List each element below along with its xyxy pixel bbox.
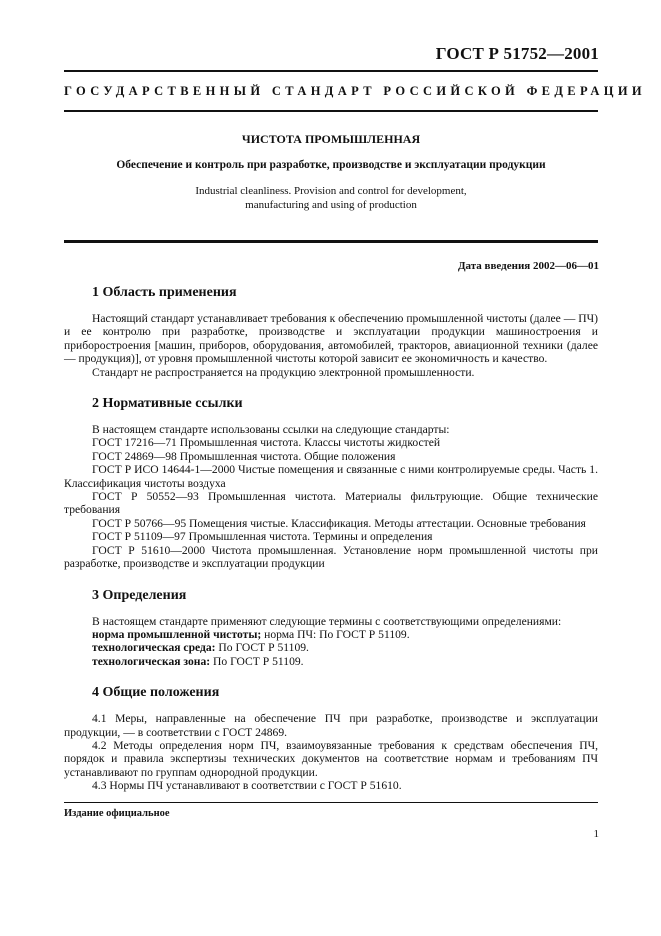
reference-item: ГОСТ 24869—98 Промышленная чистота. Общие положения: [92, 449, 396, 463]
header-divider: [64, 70, 598, 72]
definition-item: [64, 641, 598, 654]
document-title: ЧИСТОТА ПРОМЫШЛЕННАЯ: [241, 132, 421, 146]
reference-item: ГОСТ Р 51610—2000 Чистота промышленная. Установление норм промышленной чистоты при разработке, производстве и эксплуатации продукции: [64, 543, 598, 571]
introduction-date: Дата введения 2002—06—01: [457, 260, 599, 272]
reference-item: ГОСТ Р 51109—97 Промышленная чистота. Термины и определения: [92, 530, 433, 544]
section-heading-general: 4 Общие положения: [92, 685, 220, 701]
definition-item: [64, 628, 598, 641]
organization-title: ГОСУДАРСТВЕННЫЙ СТАНДАРТ РОССИЙСКОЙ ФЕДЕРАЦИИ: [64, 84, 646, 98]
definition-term: технологическая зона:: [92, 654, 211, 668]
document-body: [64, 284, 598, 793]
title-divider: [64, 240, 598, 243]
section-heading-scope: 1 Область применения: [92, 285, 237, 300]
english-title-line-1: Industrial cleanliness. Provision and control for development,: [195, 185, 467, 197]
reference-item: ГОСТ 17216—71 Промышленная чистота. Классы чистоты жидкостей: [92, 436, 441, 450]
paragraph: В настоящем стандарте применяют следующие термины с соответствующими определениями:: [92, 614, 562, 628]
footer-divider: [64, 802, 598, 803]
paragraph: 4.3 Нормы ПЧ устанавливают в соответствии с ГОСТ Р 51610.: [92, 779, 402, 793]
definition-item: [64, 655, 598, 668]
definition-text: По ГОСТ Р 51109.: [210, 654, 304, 668]
paragraph: Стандарт не распространяется на продукцию электронной промышленности.: [92, 365, 475, 379]
reference-item: ГОСТ Р ИСО 14644-1—2000 Чистые помещения и связанные с ними контролируемые среды. Часть 1. Классификация чистоты воздуха: [64, 463, 598, 490]
page-number: 1: [593, 828, 599, 840]
english-title: [64, 184, 598, 212]
section-heading-references: 2 Нормативные ссылки: [92, 396, 243, 412]
edition-label: Издание официальное: [64, 808, 170, 819]
standard-code: ГОСТ Р 51752—2001: [435, 44, 599, 63]
english-title-line-2: manufacturing and using of production: [245, 199, 417, 211]
paragraph: В настоящем стандарте использованы ссылки на следующие стандарты:: [92, 423, 450, 437]
definition-term: технологическая среда:: [92, 641, 216, 655]
definition-text: По ГОСТ Р 51109.: [215, 641, 309, 655]
org-divider: [64, 110, 598, 112]
paragraph: 4.1 Меры, направленные на обеспечение ПЧ при разработке, производстве и эксплуатации продукции, — в соответствии с ГОСТ 24869.: [64, 712, 598, 739]
reference-item: ГОСТ Р 50766—95 Помещения чистые. Классификация. Методы аттестации. Основные требования: [92, 516, 586, 530]
paragraph: 4.2 Методы определения норм ПЧ, взаимоувязанные требования к средствам обеспечения ПЧ, порядок и правила экспертизы технических документов на соответствие нормам и требованиям ПЧ устанавливают по группам однородной продукции.: [64, 738, 598, 779]
definition-text: норма ПЧ: По ГОСТ Р 51109.: [261, 627, 410, 641]
document-subtitle: Обеспечение и контроль при разработке, производстве и эксплуатации продукции: [116, 159, 546, 171]
reference-item: ГОСТ Р 50552—93 Промышленная чистота. Материалы фильтрующие. Общие технические требования: [64, 490, 598, 517]
definition-term: норма промышленной чистоты;: [92, 627, 262, 641]
section-heading-definitions: 3 Определения: [92, 587, 187, 603]
paragraph: Настоящий стандарт устанавливает требования к обеспечению промышленной чистоты (далее — ПЧ) и ее контролю при разработке, производстве и эксплуатации продукции машиностроения и приборостроения [машин, приборов, оборудования, автомобилей, тракторов, авиационной техники (далее — продукция)], от уровня промышленной чистоты которой зависит ее экономичность и качество.: [64, 312, 598, 366]
